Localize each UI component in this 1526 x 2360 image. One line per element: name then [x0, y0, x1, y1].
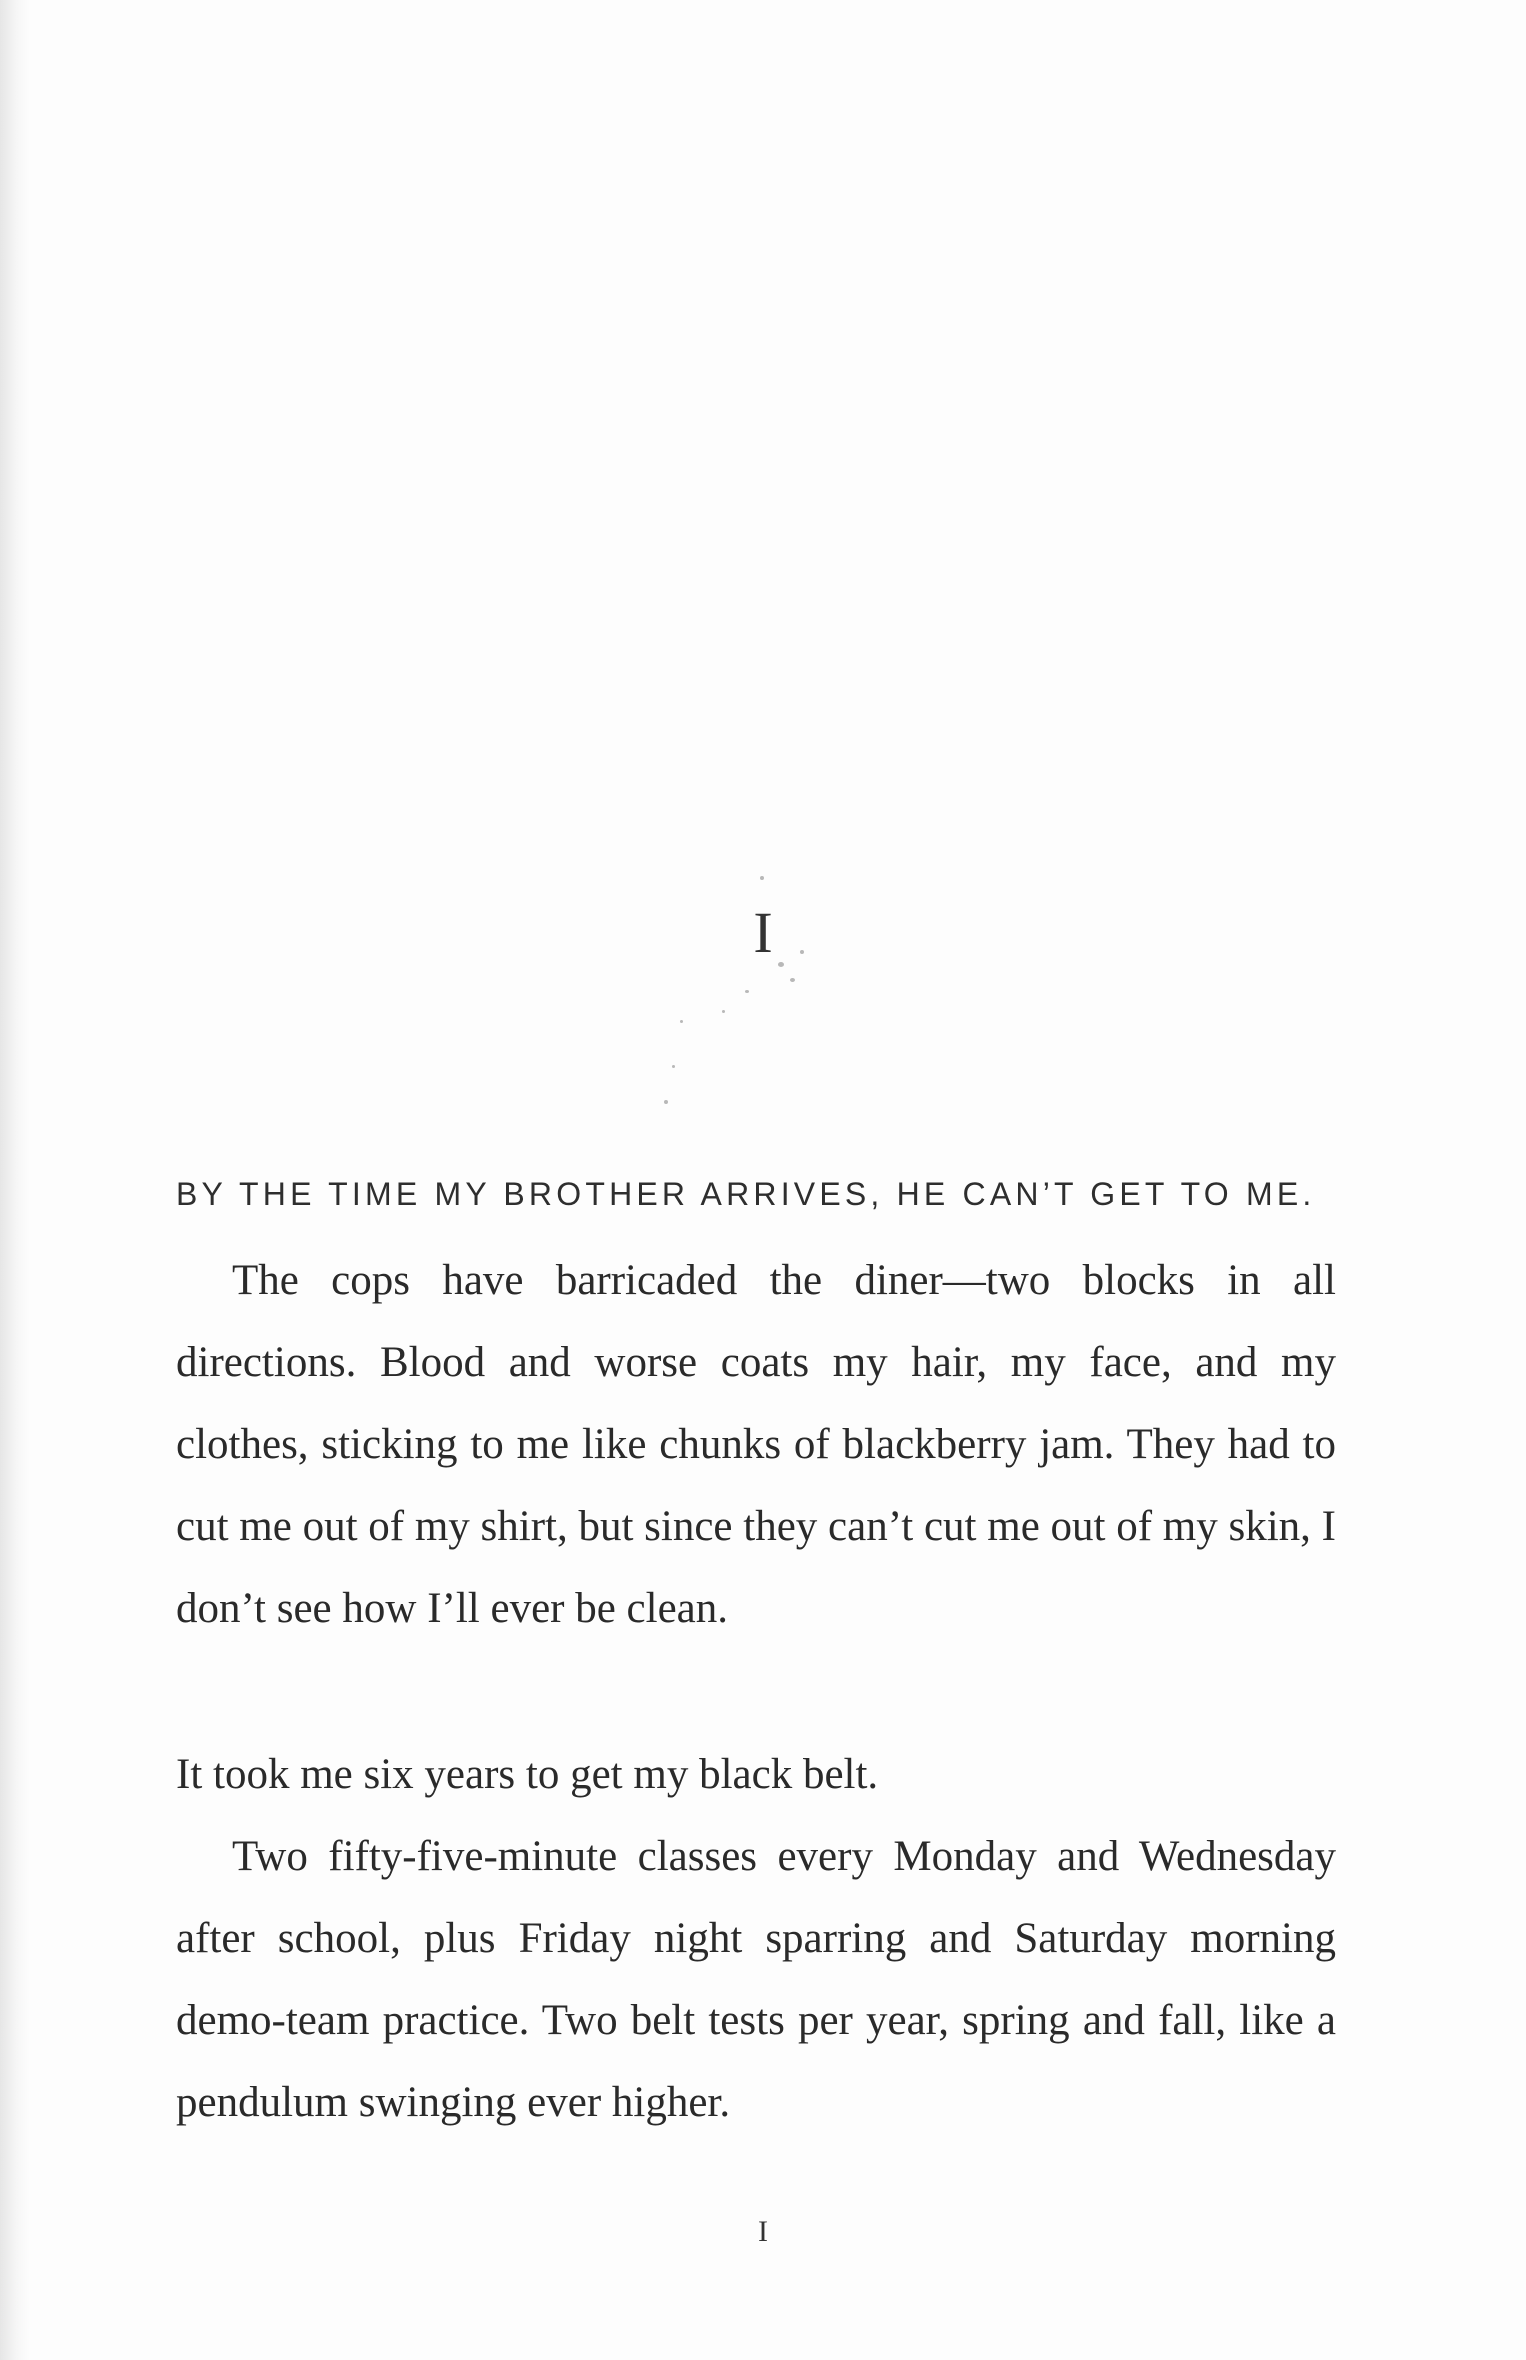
paragraph-2: It took me six years to get my black belt.	[176, 1751, 879, 1798]
print-speck	[680, 1020, 683, 1023]
paragraph-1: The cops have barricaded the diner—two blocks in all directions. Blood and worse coats my hair, my face, and my clothes, sticking to me like chunks of blackberry jam. They had to cut me out of my shirt, but since they can’t cut me out of my skin, I don’t see how I’ll ever be clean.	[176, 1257, 1336, 1632]
print-speck	[760, 876, 764, 880]
opening-line-small-caps: BY THE TIME MY BROTHER ARRIVES, HE CAN’T GET TO ME.	[176, 1176, 1316, 1212]
chapter-number: I	[753, 900, 773, 965]
print-speck	[672, 1065, 675, 1068]
print-speck	[722, 1010, 725, 1013]
page-number: I	[758, 2215, 768, 2248]
paragraph-3: Two fifty-five-minute classes every Monday and Wednesday after school, plus Friday night sparring and Saturday morning demo-team practice. Two belt tests per year, spring and fall, like a pendulum swinging ever higher.	[176, 1833, 1336, 2126]
print-speck	[745, 990, 749, 993]
binding-shadow	[0, 0, 30, 2360]
print-speck	[790, 978, 795, 982]
print-speck	[800, 950, 804, 954]
print-speck	[778, 962, 784, 967]
print-speck	[664, 1100, 668, 1104]
